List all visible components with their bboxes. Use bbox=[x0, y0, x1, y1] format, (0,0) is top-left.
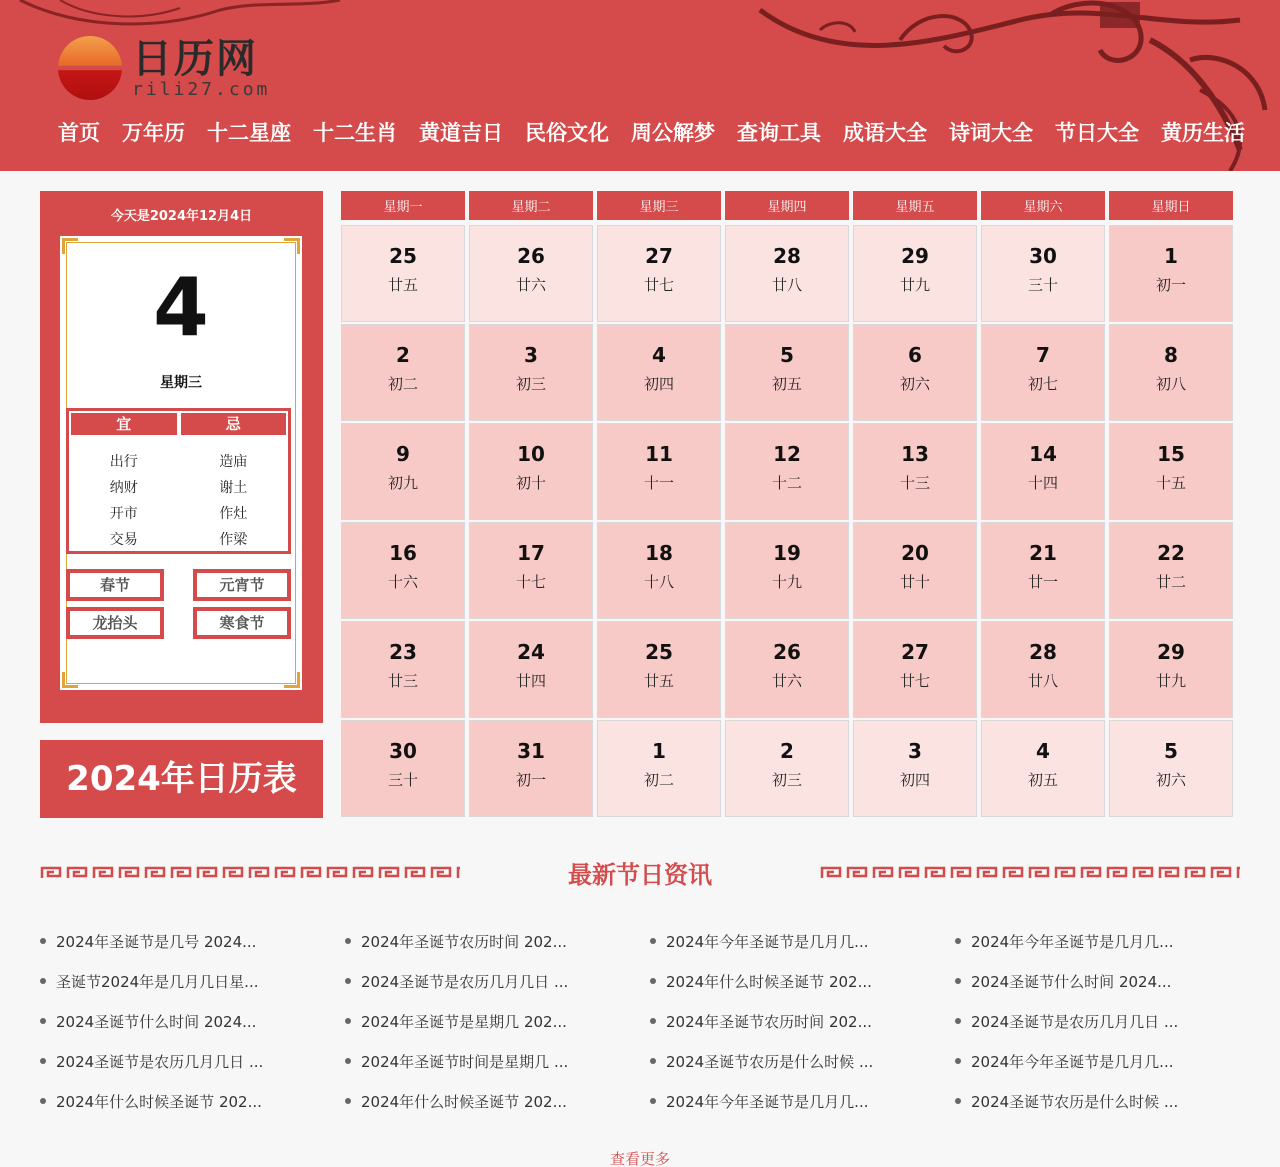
solar-day-number: 21 bbox=[1029, 541, 1057, 565]
news-link[interactable]: 2024年今年圣诞节是几月几... bbox=[955, 1052, 1260, 1072]
solar-day-number: 20 bbox=[901, 541, 929, 565]
solar-day-number: 29 bbox=[901, 244, 929, 268]
yi-list bbox=[69, 449, 179, 553]
calendar-week-row bbox=[341, 621, 1233, 718]
lunar-day-label: 十九 bbox=[771, 573, 802, 591]
calendar-day-cell[interactable] bbox=[597, 720, 721, 817]
lunar-day-label: 廿八 bbox=[1027, 672, 1058, 690]
calendar-week-row bbox=[341, 522, 1233, 619]
calendar-week-row bbox=[341, 225, 1233, 322]
news-link[interactable]: 2024年今年圣诞节是几月几... bbox=[650, 1092, 955, 1112]
year-calendar-link[interactable]: 2024年日历表 bbox=[40, 740, 323, 818]
today-label: 今天是2024年12月4日 bbox=[110, 209, 253, 224]
corner-ornament-icon bbox=[62, 238, 78, 254]
swirl-decoration-left bbox=[0, 0, 360, 30]
calendar-day-cell[interactable] bbox=[597, 621, 721, 718]
corner-ornament-icon bbox=[62, 672, 78, 688]
view-more-link[interactable]: 查看更多 bbox=[609, 1150, 670, 1167]
weekday-label: 星期日 bbox=[1109, 191, 1233, 223]
logo-domain: rili27.com bbox=[132, 79, 271, 100]
today-weekday: 星期三 bbox=[160, 375, 202, 391]
calendar-day-cell[interactable] bbox=[1109, 324, 1233, 421]
nav-item[interactable]: 万年历 bbox=[122, 121, 185, 145]
solar-day-number: 10 bbox=[517, 442, 545, 466]
ji-item: 作灶 bbox=[219, 506, 248, 522]
weekday-label: 星期二 bbox=[469, 191, 593, 223]
solar-day-number: 4 bbox=[1036, 739, 1050, 763]
calendar-day-cell[interactable] bbox=[725, 621, 849, 718]
lunar-day-label: 十三 bbox=[899, 474, 930, 492]
solar-day-number: 9 bbox=[396, 442, 410, 466]
calendar-day-cell[interactable] bbox=[1109, 621, 1233, 718]
yi-heading: 宜 bbox=[71, 413, 177, 435]
calendar-day-cell[interactable] bbox=[469, 423, 593, 520]
solar-day-number: 7 bbox=[1036, 343, 1050, 367]
lunar-day-label: 廿九 bbox=[899, 276, 930, 294]
nav-item[interactable]: 十二生肖 bbox=[313, 121, 397, 145]
calendar-day-cell[interactable] bbox=[853, 522, 977, 619]
lunar-day-label: 初五 bbox=[1027, 771, 1058, 789]
lunar-day-label: 初八 bbox=[1155, 375, 1186, 393]
weekday-label: 星期六 bbox=[981, 191, 1105, 223]
solar-day-number: 1 bbox=[1164, 244, 1178, 268]
solar-day-number: 12 bbox=[773, 442, 801, 466]
calendar-day-cell[interactable] bbox=[597, 324, 721, 421]
festival-button[interactable]: 春节 bbox=[66, 569, 164, 601]
calendar-day-cell[interactable] bbox=[725, 225, 849, 322]
news-link[interactable]: 2024年什么时候圣诞节 202... bbox=[345, 1092, 650, 1112]
lunar-day-label: 初三 bbox=[771, 771, 802, 789]
lunar-day-label: 初四 bbox=[643, 375, 674, 393]
lunar-day-label: 三十 bbox=[387, 771, 418, 789]
solar-day-number: 23 bbox=[389, 640, 417, 664]
calendar-day-cell[interactable] bbox=[341, 324, 465, 421]
solar-day-number: 3 bbox=[524, 343, 538, 367]
calendar-day-cell[interactable] bbox=[981, 423, 1105, 520]
calendar-day-cell[interactable] bbox=[853, 225, 977, 322]
site-logo[interactable] bbox=[58, 36, 270, 100]
news-link[interactable]: 2024年圣诞节农历时间 202... bbox=[345, 932, 650, 952]
solar-day-number: 15 bbox=[1157, 442, 1185, 466]
main-nav bbox=[58, 118, 1267, 148]
weekday-header bbox=[341, 191, 1233, 223]
ji-heading: 忌 bbox=[181, 413, 287, 435]
corner-ornament-icon bbox=[284, 238, 300, 254]
yi-ji-box bbox=[66, 408, 291, 554]
nav-item[interactable]: 诗词大全 bbox=[949, 121, 1033, 145]
nav-item[interactable]: 黄道吉日 bbox=[419, 121, 503, 145]
news-link[interactable]: 2024圣诞节什么时间 2024... bbox=[40, 1012, 345, 1032]
calendar-day-cell[interactable] bbox=[597, 522, 721, 619]
lunar-day-label: 廿六 bbox=[515, 276, 546, 294]
today-panel bbox=[40, 191, 323, 723]
calendar-day-cell[interactable] bbox=[853, 720, 977, 817]
yi-item: 出行 bbox=[109, 454, 138, 470]
solar-day-number: 1 bbox=[652, 739, 666, 763]
lunar-day-label: 初十 bbox=[515, 474, 546, 492]
weekday-label: 星期一 bbox=[341, 191, 465, 223]
solar-day-number: 5 bbox=[1164, 739, 1178, 763]
today-card bbox=[60, 236, 302, 690]
nav-item[interactable]: 查询工具 bbox=[737, 121, 821, 145]
lunar-day-label: 初七 bbox=[1027, 375, 1058, 393]
solar-day-number: 8 bbox=[1164, 343, 1178, 367]
calendar-day-cell[interactable] bbox=[981, 621, 1105, 718]
ji-item: 谢土 bbox=[219, 480, 248, 496]
nav-item[interactable]: 节日大全 bbox=[1055, 121, 1139, 145]
lunar-day-label: 十四 bbox=[1027, 474, 1058, 492]
calendar-day-cell[interactable] bbox=[853, 324, 977, 421]
calendar-day-cell[interactable] bbox=[1109, 423, 1233, 520]
lunar-day-label: 初二 bbox=[387, 375, 418, 393]
news-link[interactable]: 2024年今年圣诞节是几月几... bbox=[955, 932, 1260, 952]
solar-day-number: 18 bbox=[645, 541, 673, 565]
news-list bbox=[40, 932, 1260, 1112]
nav-item[interactable]: 民俗文化 bbox=[525, 121, 609, 145]
calendar-day-cell[interactable] bbox=[853, 621, 977, 718]
solar-day-number: 28 bbox=[1029, 640, 1057, 664]
calendar-day-cell[interactable] bbox=[725, 720, 849, 817]
news-link[interactable]: 2024圣诞节什么时间 2024... bbox=[955, 972, 1260, 992]
lunar-day-label: 廿三 bbox=[387, 672, 418, 690]
calendar-day-cell[interactable] bbox=[597, 225, 721, 322]
calendar-day-cell[interactable] bbox=[981, 522, 1105, 619]
lunar-day-label: 廿一 bbox=[1027, 573, 1058, 591]
news-link[interactable]: 2024圣诞节是农历几月几日 ... bbox=[40, 1052, 345, 1072]
solar-day-number: 11 bbox=[645, 442, 673, 466]
solar-day-number: 28 bbox=[773, 244, 801, 268]
lunar-day-label: 十八 bbox=[643, 573, 674, 591]
nav-item[interactable]: 首页 bbox=[58, 121, 100, 145]
solar-day-number: 16 bbox=[389, 541, 417, 565]
calendar-day-cell[interactable] bbox=[469, 225, 593, 322]
month-calendar bbox=[341, 191, 1233, 817]
calendar-body bbox=[341, 225, 1233, 817]
lunar-day-label: 十一 bbox=[643, 474, 674, 492]
solar-day-number: 2 bbox=[396, 343, 410, 367]
nav-item[interactable]: 黄历生活 bbox=[1161, 121, 1245, 145]
solar-day-number: 27 bbox=[645, 244, 673, 268]
lunar-day-label: 廿七 bbox=[899, 672, 930, 690]
lunar-day-label: 廿六 bbox=[771, 672, 802, 690]
calendar-day-cell[interactable] bbox=[469, 324, 593, 421]
calendar-day-cell[interactable] bbox=[1109, 720, 1233, 817]
nav-item[interactable]: 十二星座 bbox=[207, 121, 291, 145]
lunar-day-label: 初六 bbox=[899, 375, 930, 393]
meander-border-right bbox=[820, 866, 1240, 880]
lunar-day-label: 三十 bbox=[1027, 276, 1058, 294]
news-link[interactable]: 2024年今年圣诞节是几月几... bbox=[650, 932, 955, 952]
sun-logo-icon bbox=[58, 36, 122, 100]
lunar-day-label: 廿七 bbox=[643, 276, 674, 294]
calendar-day-cell[interactable] bbox=[469, 522, 593, 619]
solar-day-number: 30 bbox=[389, 739, 417, 763]
solar-day-number: 26 bbox=[773, 640, 801, 664]
calendar-day-cell[interactable] bbox=[341, 225, 465, 322]
news-link[interactable]: 2024年什么时候圣诞节 202... bbox=[40, 1092, 345, 1112]
solar-day-number: 25 bbox=[389, 244, 417, 268]
calendar-day-cell[interactable] bbox=[725, 423, 849, 520]
weekday-label: 星期三 bbox=[597, 191, 721, 223]
calendar-day-cell[interactable] bbox=[981, 225, 1105, 322]
calendar-day-cell[interactable] bbox=[341, 720, 465, 817]
yi-item: 纳财 bbox=[109, 480, 138, 496]
lunar-day-label: 廿八 bbox=[771, 276, 802, 294]
lunar-day-label: 初二 bbox=[643, 771, 674, 789]
ji-item: 造庙 bbox=[219, 454, 248, 470]
lunar-day-label: 廿四 bbox=[515, 672, 546, 690]
solar-day-number: 31 bbox=[517, 739, 545, 763]
calendar-day-cell[interactable] bbox=[725, 522, 849, 619]
calendar-day-cell[interactable] bbox=[853, 423, 977, 520]
calendar-day-cell[interactable] bbox=[469, 720, 593, 817]
festival-button[interactable]: 元宵节 bbox=[193, 569, 291, 601]
solar-day-number: 27 bbox=[901, 640, 929, 664]
solar-day-number: 2 bbox=[780, 739, 794, 763]
yi-item: 开市 bbox=[109, 506, 138, 522]
yi-item: 交易 bbox=[109, 532, 138, 548]
calendar-week-row bbox=[341, 720, 1233, 817]
calendar-day-cell[interactable] bbox=[597, 423, 721, 520]
solar-day-number: 19 bbox=[773, 541, 801, 565]
solar-day-number: 25 bbox=[645, 640, 673, 664]
lunar-day-label: 十二 bbox=[771, 474, 802, 492]
festival-button[interactable]: 龙抬头 bbox=[66, 607, 164, 639]
solar-day-number: 24 bbox=[517, 640, 545, 664]
lunar-day-label: 初九 bbox=[387, 474, 418, 492]
news-link[interactable]: 2024年圣诞节农历时间 202... bbox=[650, 1012, 955, 1032]
calendar-day-cell[interactable] bbox=[341, 423, 465, 520]
solar-day-number: 3 bbox=[908, 739, 922, 763]
logo-title: 日历网 bbox=[132, 36, 258, 82]
today-day-number: 4 bbox=[153, 261, 209, 354]
news-link[interactable]: 2024年什么时候圣诞节 202... bbox=[650, 972, 955, 992]
calendar-day-cell[interactable] bbox=[469, 621, 593, 718]
news-link[interactable]: 圣诞节2024年是几月几日星... bbox=[40, 972, 345, 992]
news-link[interactable]: 2024年圣诞节是星期几 202... bbox=[345, 1012, 650, 1032]
ji-item: 作梁 bbox=[219, 532, 248, 548]
lunar-day-label: 初三 bbox=[515, 375, 546, 393]
news-link[interactable]: 2024圣诞节农历是什么时候 ... bbox=[955, 1092, 1260, 1112]
lunar-day-label: 初五 bbox=[771, 375, 802, 393]
news-link[interactable]: 2024圣诞节农历是什么时候 ... bbox=[650, 1052, 955, 1072]
lunar-day-label: 初四 bbox=[899, 771, 930, 789]
solar-day-number: 13 bbox=[901, 442, 929, 466]
lunar-day-label: 十六 bbox=[387, 573, 418, 591]
calendar-week-row bbox=[341, 324, 1233, 421]
news-link[interactable]: 2024圣诞节是农历几月几日 ... bbox=[345, 972, 650, 992]
news-link[interactable]: 2024圣诞节是农历几月几日 ... bbox=[955, 1012, 1260, 1032]
lunar-day-label: 初一 bbox=[1155, 276, 1186, 294]
solar-day-number: 22 bbox=[1157, 541, 1185, 565]
lunar-day-label: 廿五 bbox=[387, 276, 418, 294]
lunar-day-label: 十五 bbox=[1155, 474, 1186, 492]
solar-day-number: 5 bbox=[780, 343, 794, 367]
lunar-day-label: 十七 bbox=[515, 573, 546, 591]
calendar-day-cell[interactable] bbox=[725, 324, 849, 421]
calendar-day-cell[interactable] bbox=[1109, 522, 1233, 619]
calendar-day-cell[interactable] bbox=[341, 621, 465, 718]
solar-day-number: 4 bbox=[652, 343, 666, 367]
calendar-day-cell[interactable] bbox=[1109, 225, 1233, 322]
weekday-label: 星期四 bbox=[725, 191, 849, 223]
solar-day-number: 17 bbox=[517, 541, 545, 565]
news-link[interactable]: 2024年圣诞节是几号 2024... bbox=[40, 932, 345, 952]
ji-list bbox=[179, 449, 289, 553]
news-link[interactable]: 2024年圣诞节时间是星期几 ... bbox=[345, 1052, 650, 1072]
lunar-day-label: 廿五 bbox=[643, 672, 674, 690]
festival-button[interactable]: 寒食节 bbox=[193, 607, 291, 639]
solar-day-number: 6 bbox=[908, 343, 922, 367]
lunar-day-label: 初一 bbox=[515, 771, 546, 789]
nav-item[interactable]: 周公解梦 bbox=[631, 121, 715, 145]
site-header bbox=[0, 0, 1280, 171]
solar-day-number: 29 bbox=[1157, 640, 1185, 664]
lunar-day-label: 廿二 bbox=[1155, 573, 1186, 591]
lunar-day-label: 廿九 bbox=[1155, 672, 1186, 690]
solar-day-number: 26 bbox=[517, 244, 545, 268]
calendar-day-cell[interactable] bbox=[981, 324, 1105, 421]
lunar-day-label: 廿十 bbox=[899, 573, 930, 591]
corner-ornament-icon bbox=[284, 672, 300, 688]
weekday-label: 星期五 bbox=[853, 191, 977, 223]
calendar-week-row bbox=[341, 423, 1233, 520]
calendar-day-cell[interactable] bbox=[341, 522, 465, 619]
news-section-title: 最新节日资讯 bbox=[568, 861, 712, 889]
solar-day-number: 14 bbox=[1029, 442, 1057, 466]
nav-item[interactable]: 成语大全 bbox=[843, 121, 927, 145]
calendar-day-cell[interactable] bbox=[981, 720, 1105, 817]
lunar-day-label: 初六 bbox=[1155, 771, 1186, 789]
solar-day-number: 30 bbox=[1029, 244, 1057, 268]
